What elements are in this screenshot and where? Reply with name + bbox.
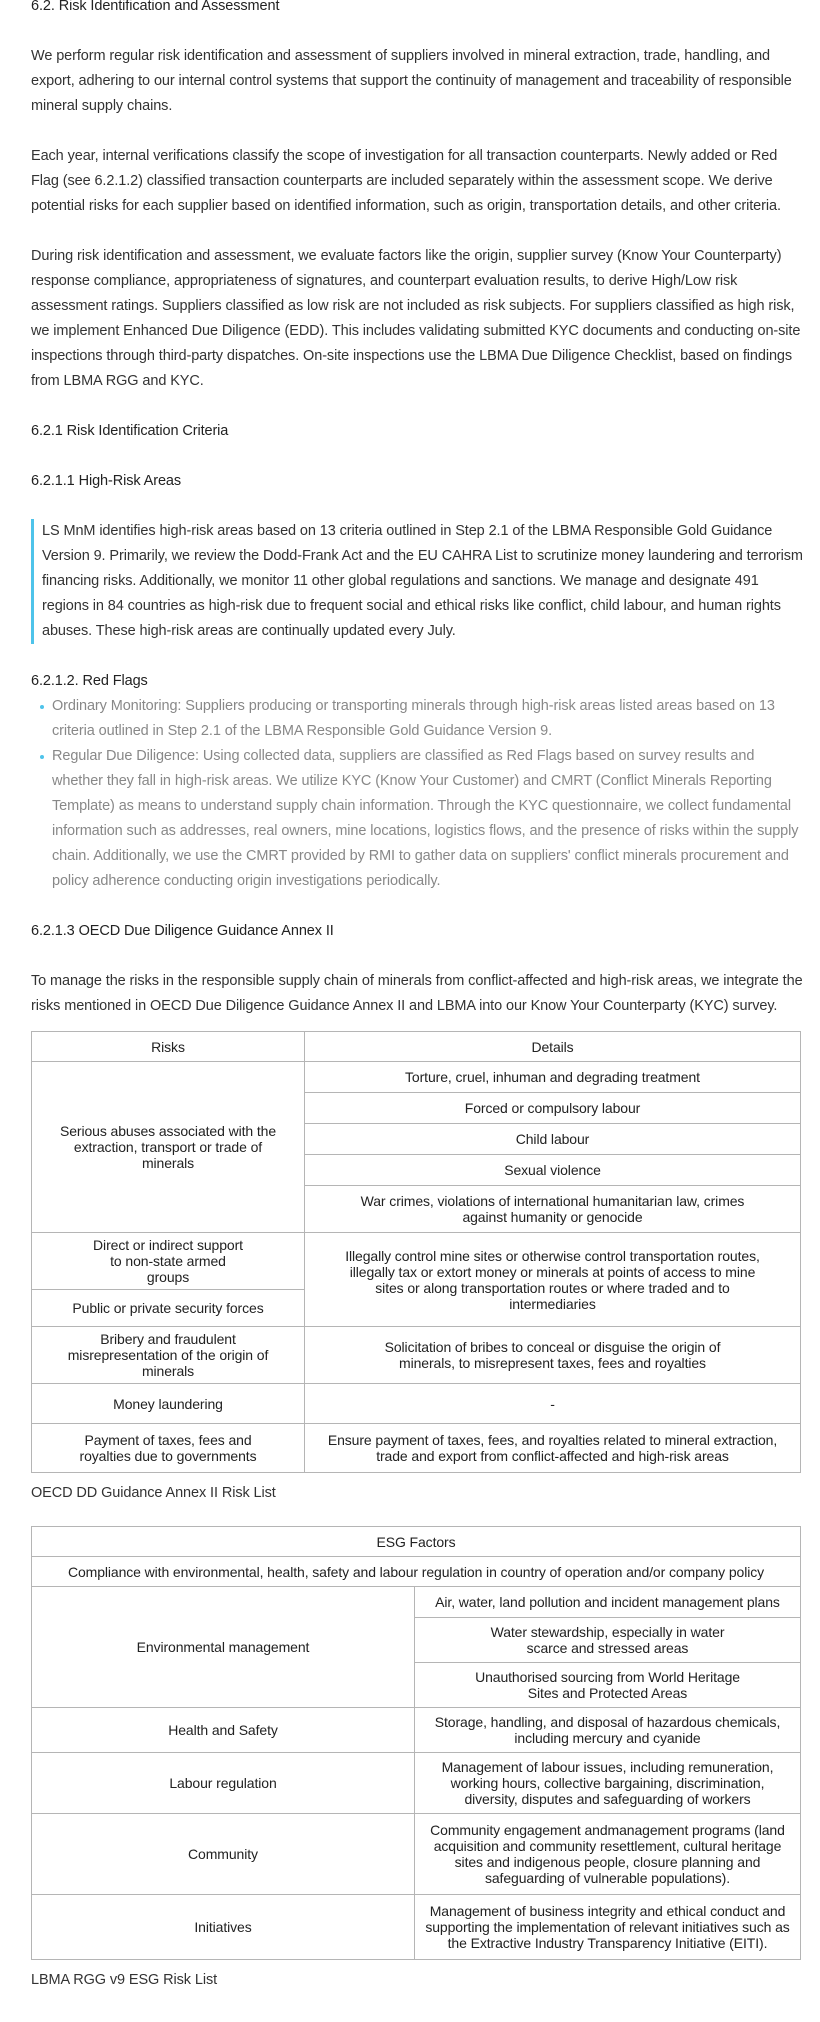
detail-sexual-violence: Sexual violence bbox=[305, 1155, 801, 1186]
bullet-icon bbox=[40, 755, 44, 759]
detail-unauthorised-sourcing: Unauthorised sourcing from World Heritage Sites and Protected Areas bbox=[415, 1663, 801, 1708]
section-heading-6-2-1-1: 6.2.1.1 High-Risk Areas bbox=[31, 473, 182, 489]
table-header-risks: Risks bbox=[32, 1032, 305, 1062]
esg-initiatives: Initiatives bbox=[32, 1895, 415, 1960]
detail-bribery: Solicitation of bribes to conceal or disguise the origin of minerals, to misrepresent taxes, fees and royalties bbox=[305, 1327, 801, 1384]
detail-money-laundering: - bbox=[305, 1384, 801, 1424]
list-item bbox=[31, 744, 808, 894]
oecd-intro-paragraph: To manage the risks in the responsible supply chain of minerals from conflict-affected and high-risk areas, we integrate the risks mentioned in OECD Due Diligence Guidance Annex II and LBMA into our Know Your Counterparty (KYC) survey. bbox=[31, 973, 803, 1014]
section-heading-6-2-1-3: 6.2.1.3 OECD Due Diligence Guidance Annex II bbox=[31, 923, 334, 939]
table-row bbox=[32, 1557, 801, 1587]
esg-compliance-row: Compliance with environmental, health, safety and labour regulation in country of operation and/or company policy bbox=[32, 1557, 801, 1587]
detail-community: Community engagement andmanagement programs (land acquisition and community resettlement, cultural heritage sites and indigenous people, closure planning and safeguarding of vulnerable populations). bbox=[415, 1814, 801, 1895]
intro-paragraph-1: We perform regular risk identification and assessment of suppliers involved in mineral extraction, trade, handling, and export, adhering to our internal control systems that support the continuity of management and traceability of responsible mineral supply chains. bbox=[31, 48, 792, 114]
table-row bbox=[32, 1708, 801, 1753]
risk-payment-taxes: Payment of taxes, fees and royalties due to governments bbox=[32, 1424, 305, 1473]
table-row bbox=[32, 1527, 801, 1557]
detail-payment-taxes: Ensure payment of taxes, fees, and royalties related to mineral extraction, trade and export from conflict-affected and high-risk areas bbox=[305, 1424, 801, 1473]
detail-forced-labour: Forced or compulsory labour bbox=[305, 1093, 801, 1124]
red-flags-list bbox=[31, 694, 808, 894]
high-risk-areas-quote bbox=[31, 519, 808, 644]
table-row bbox=[32, 1753, 801, 1814]
table-row bbox=[32, 1032, 801, 1062]
risk-security-forces: Public or private security forces bbox=[32, 1290, 305, 1327]
intro-paragraph-2: Each year, internal verifications classify the scope of investigation for all transaction counterparts. Newly added or Red Flag (see 6.2.1.2) classified transaction counterparts are included separately within the assessment scope. We derive potential risks for each supplier based on identified information, such as origin, transportation details, and other criteria. bbox=[31, 148, 781, 214]
oecd-table-caption: OECD DD Guidance Annex II Risk List bbox=[31, 1485, 276, 1501]
list-item bbox=[31, 694, 808, 744]
table-row bbox=[32, 1233, 801, 1290]
oecd-risk-table bbox=[31, 1031, 801, 1473]
detail-torture: Torture, cruel, inhuman and degrading treatment bbox=[305, 1062, 801, 1093]
detail-child-labour: Child labour bbox=[305, 1124, 801, 1155]
detail-pollution: Air, water, land pollution and incident management plans bbox=[415, 1587, 801, 1618]
table-row bbox=[32, 1814, 801, 1895]
table-row bbox=[32, 1895, 801, 1960]
table-row bbox=[32, 1384, 801, 1424]
risk-serious-abuses: Serious abuses associated with the extraction, transport or trade of minerals bbox=[32, 1062, 305, 1233]
detail-water-stewardship: Water stewardship, especially in water scarce and stressed areas bbox=[415, 1618, 801, 1663]
detail-armed-groups: Illegally control mine sites or otherwise control transportation routes, illegally tax or extort money or minerals at points of access to mine sites or along transportation routes or where traded and to intermediaries bbox=[305, 1233, 801, 1327]
esg-table-caption: LBMA RGG v9 ESG Risk List bbox=[31, 1972, 218, 1988]
table-header-details: Details bbox=[305, 1032, 801, 1062]
risk-bribery: Bribery and fraudulent misrepresentation of the origin of minerals bbox=[32, 1327, 305, 1384]
esg-health-safety: Health and Safety bbox=[32, 1708, 415, 1753]
table-row bbox=[32, 1062, 801, 1093]
section-heading-6-2: 6.2. Risk Identification and Assessment bbox=[31, 0, 280, 14]
table-row bbox=[32, 1327, 801, 1384]
esg-environmental-management: Environmental management bbox=[32, 1587, 415, 1708]
esg-risk-table bbox=[31, 1526, 801, 1960]
high-risk-areas-text: LS MnM identifies high-risk areas based on 13 criteria outlined in Step 2.1 of the LBMA Responsible Gold Guidance Version 9. Primarily, we review the Dodd-Frank Act and the EU CAHRA List to scrutinize money laundering and terrorism financing risks. Additionally, we monitor 11 other global regulations and sanctions. We manage and designate 491 regions in 84 countries as high-risk due to frequent social and ethical risks like conflict, child labour, and human rights abuses. These high-risk areas are continually updated every July. bbox=[42, 523, 803, 639]
bullet-icon bbox=[40, 705, 44, 709]
red-flag-ordinary-monitoring: Ordinary Monitoring: Suppliers producing or transporting minerals through high-risk areas listed areas based on 13 criteria outlined in Step 2.1 of the LBMA Responsible Gold Guidance Version 9. bbox=[52, 698, 775, 739]
esg-labour-regulation: Labour regulation bbox=[32, 1753, 415, 1814]
detail-war-crimes: War crimes, violations of international humanitarian law, crimes against humanity or genocide bbox=[305, 1186, 801, 1233]
intro-paragraph-3: During risk identification and assessment, we evaluate factors like the origin, supplier survey (Know Your Counterparty) response compliance, appropriateness of signatures, and counterpart evaluation results, to derive High/Low risk assessment ratings. Suppliers classified as low risk are not included as risk subjects. For suppliers classified as high risk, we implement Enhanced Due Diligence (EDD). This includes validating submitted KYC documents and conducting on-site inspections through third-party dispatches. On-site inspections use the LBMA Due Diligence Checklist, based on findings from LBMA RGG and KYC. bbox=[31, 248, 801, 389]
section-heading-6-2-1-2: 6.2.1.2. Red Flags bbox=[31, 673, 148, 689]
esg-table-header: ESG Factors bbox=[32, 1527, 801, 1557]
detail-initiatives: Management of business integrity and ethical conduct and supporting the implementation of relevant initiatives such as the Extractive Industry Transparency Initiative (EITI). bbox=[415, 1895, 801, 1960]
section-heading-6-2-1: 6.2.1 Risk Identification Criteria bbox=[31, 423, 229, 439]
table-row bbox=[32, 1424, 801, 1473]
table-row bbox=[32, 1587, 801, 1618]
risk-armed-groups: Direct or indirect support to non-state armed groups bbox=[32, 1233, 305, 1290]
detail-health-safety: Storage, handling, and disposal of hazardous chemicals, including mercury and cyanide bbox=[415, 1708, 801, 1753]
risk-money-laundering: Money laundering bbox=[32, 1384, 305, 1424]
esg-community: Community bbox=[32, 1814, 415, 1895]
detail-labour-regulation: Management of labour issues, including remuneration, working hours, collective bargaining, discrimination, diversity, disputes and safeguarding of workers bbox=[415, 1753, 801, 1814]
red-flag-regular-due-diligence: Regular Due Diligence: Using collected data, suppliers are classified as Red Flags based on survey results and whether they fall in high-risk areas. We utilize KYC (Know Your Customer) and CMRT (Conflict Minerals Reporting Template) as means to understand supply chain information. Through the KYC questionnaire, we collect fundamental information such as addresses, real owners, mine locations, logistics flows, and the presence of risks within the supply chain. Additionally, we use the CMRT provided by RMI to gather data on suppliers' conflict minerals procurement and policy adherence conducting origin investigations periodically. bbox=[52, 748, 799, 889]
